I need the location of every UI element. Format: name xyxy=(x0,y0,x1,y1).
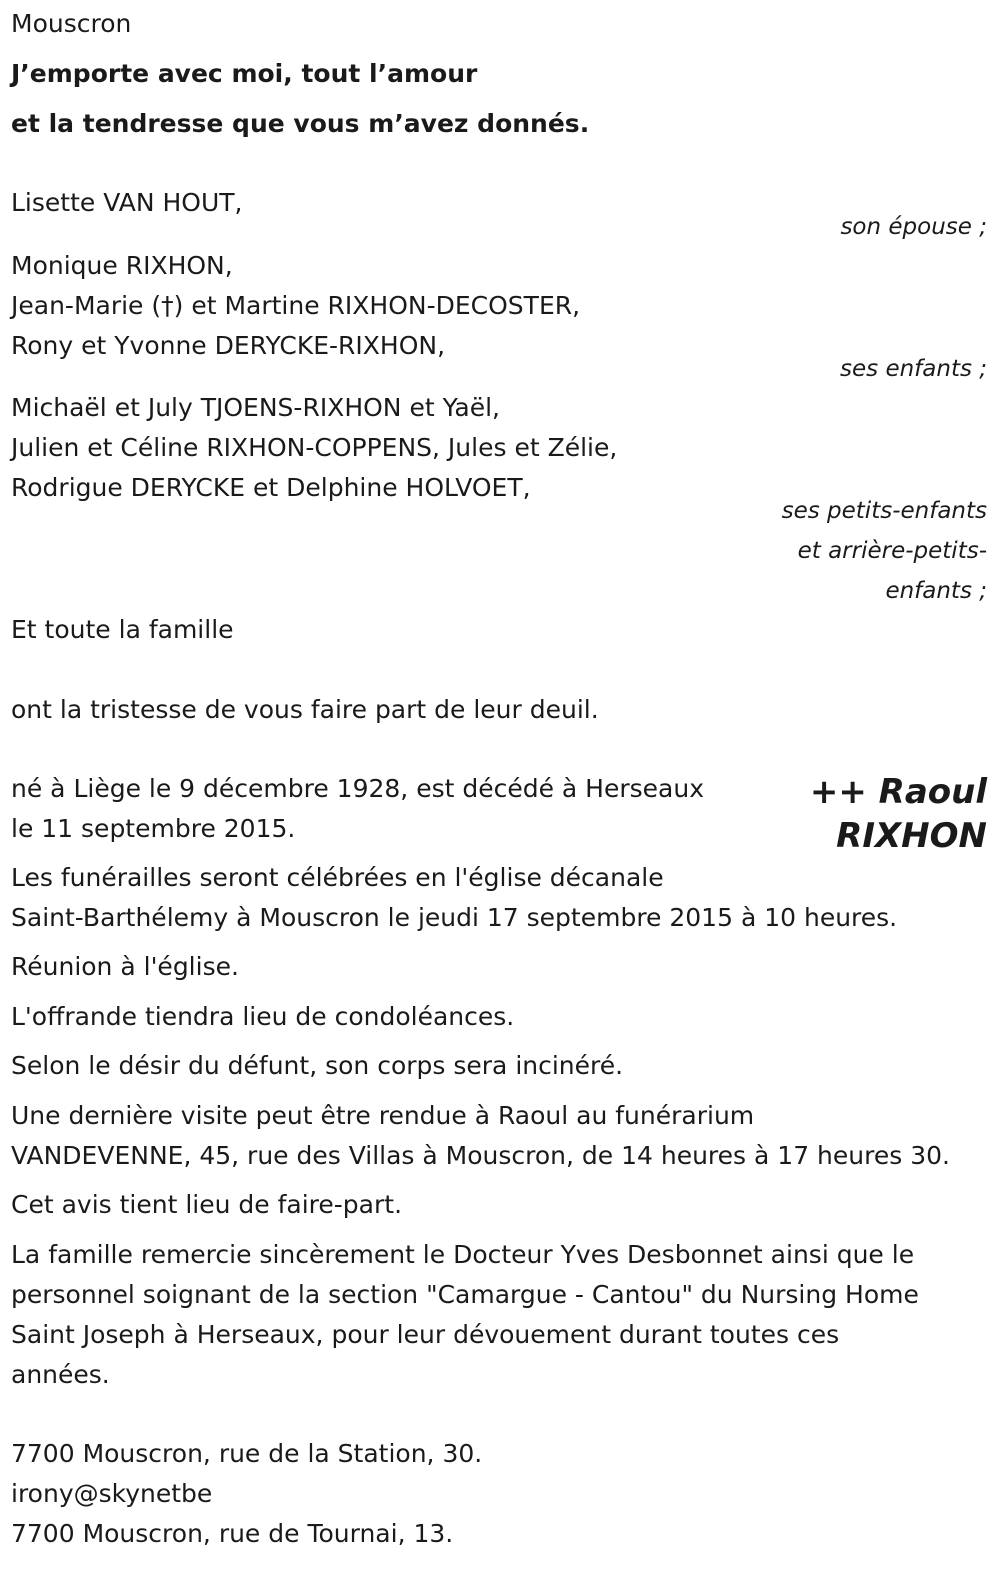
announcement-line: ont la tristesse de vous faire part de leur deuil. xyxy=(11,695,599,724)
quote-line-1: J’emporte avec moi, tout l’amour xyxy=(11,59,478,88)
grandchildren-role-line: et arrière-petits- xyxy=(797,538,987,564)
visit-line-2: VANDEVENNE, 45, rue des Villas à Mouscron, de 14 heures à 17 heures 30. xyxy=(11,1141,950,1170)
spouse-name: Lisette VAN HOUT, xyxy=(11,188,243,217)
child-line: Rony et Yvonne DERYCKE-RIXHON, xyxy=(11,331,446,360)
visit-line-1: Une dernière visite peut être rendue à Raoul au funérarium xyxy=(11,1101,755,1130)
grandchild-line: Julien et Céline RIXHON-COPPENS, Jules et Zélie, xyxy=(11,433,618,462)
family-line: Et toute la famille xyxy=(11,615,234,644)
thanks-line: La famille remercie sincèrement le Docteur Yves Desbonnet ainsi que le xyxy=(11,1240,915,1269)
grandchild-line: Michaël et July TJOENS-RIXHON et Yaël, xyxy=(11,393,500,422)
address-line: 7700 Mouscron, rue de la Station, 30. xyxy=(11,1439,483,1468)
cremation-line: Selon le désir du défunt, son corps sera incinéré. xyxy=(11,1051,624,1080)
funeral-line-1: Les funérailles seront célébrées en l'église décanale xyxy=(11,863,664,892)
offering-line: L'offrande tiendra lieu de condoléances. xyxy=(11,1002,515,1031)
city-header: Mouscron xyxy=(11,9,132,38)
birth-death-line-1: né à Liège le 9 décembre 1928, est décédé à Herseaux xyxy=(11,774,705,803)
child-line: Monique RIXHON, xyxy=(11,251,233,280)
thanks-line: Saint Joseph à Herseaux, pour leur dévouement durant toutes ces xyxy=(11,1320,840,1349)
child-line: Jean-Marie (†) et Martine RIXHON-DECOSTER, xyxy=(11,291,581,320)
email-line: irony@skynetbe xyxy=(11,1479,213,1508)
children-role: ses enfants ; xyxy=(840,356,987,382)
address-line: 7700 Mouscron, rue de Tournai, 13. xyxy=(11,1519,454,1548)
deceased-name-line-2: RIXHON xyxy=(836,816,987,857)
thanks-line: personnel soignant de la section "Camargue - Cantou" du Nursing Home xyxy=(11,1280,919,1309)
funeral-line-2: Saint-Barthélemy à Mouscron le jeudi 17 septembre 2015 à 10 heures. xyxy=(11,903,898,932)
meeting-line: Réunion à l'église. xyxy=(11,952,239,981)
grandchildren-role-line: enfants ; xyxy=(885,578,987,604)
thanks-line: années. xyxy=(11,1360,110,1389)
grandchild-line: Rodrigue DERYCKE et Delphine HOLVOET, xyxy=(11,473,531,502)
birth-death-line-2: le 11 septembre 2015. xyxy=(11,814,296,843)
grandchildren-role-line: ses petits-enfants xyxy=(781,498,987,524)
quote-line-2: et la tendresse que vous m’avez donnés. xyxy=(11,109,590,138)
deceased-name xyxy=(810,770,987,858)
deceased-name-line-1: ++ Raoul xyxy=(809,772,987,812)
notice-line: Cet avis tient lieu de faire-part. xyxy=(11,1190,403,1219)
spouse-role: son épouse ; xyxy=(840,214,987,240)
